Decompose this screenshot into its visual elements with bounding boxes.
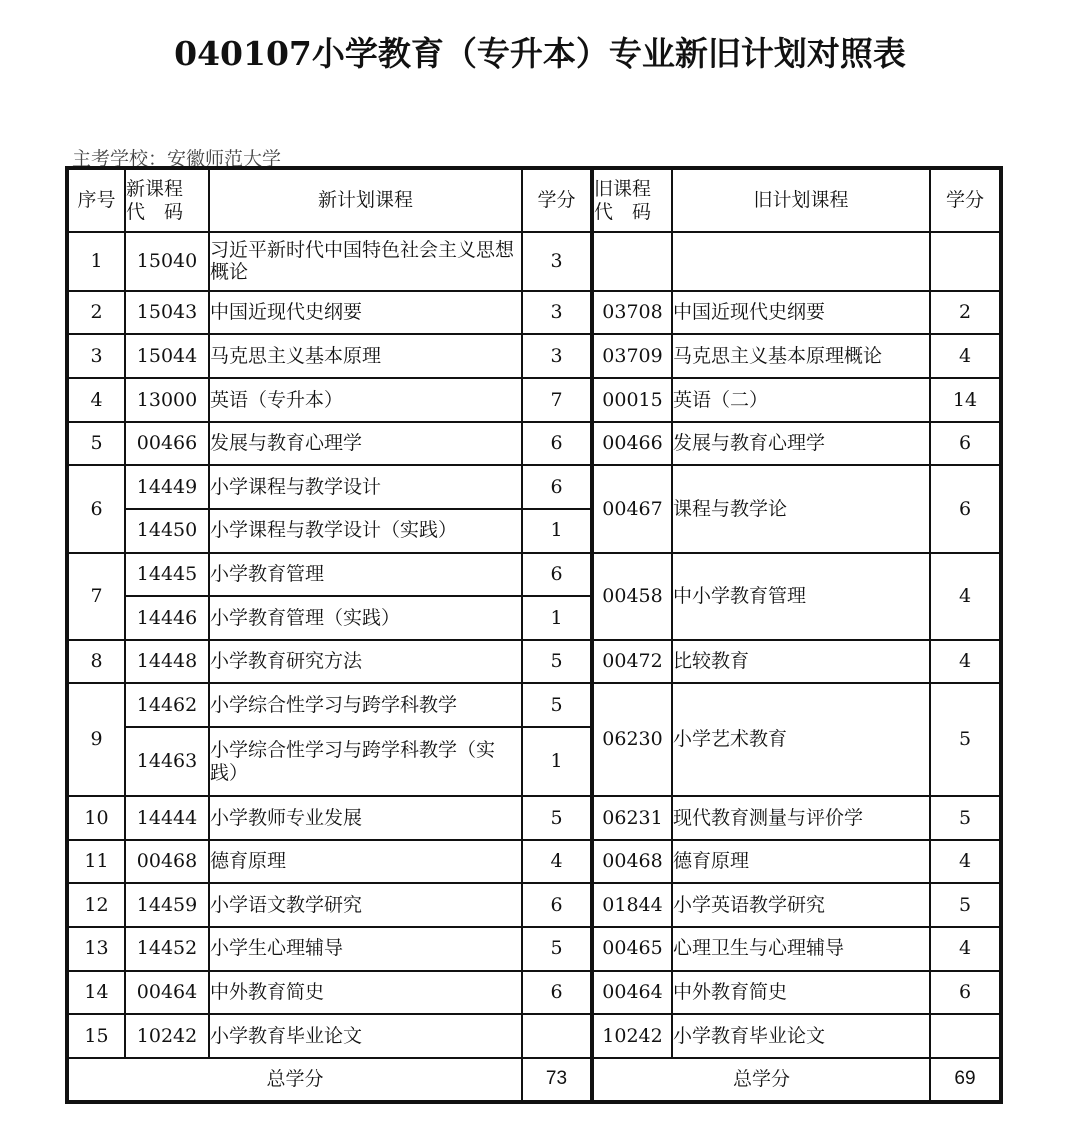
new-course-credit: 6 [522,553,592,597]
old-course-code: 06230 [592,683,672,796]
old-course-name: 中小学教育管理 [672,553,930,640]
old-course-credit: 2 [930,291,1001,335]
new-course-credit: 5 [522,640,592,684]
new-course-code: 14462 [125,683,209,727]
old-course-credit: 6 [930,422,1001,466]
new-course-credit: 4 [522,840,592,884]
new-course-name: 小学教育研究方法 [209,640,522,684]
new-course-name: 习近平新时代中国特色社会主义思想概论 [209,232,522,291]
old-course-credit: 4 [930,334,1001,378]
old-course-code: 01844 [592,883,672,927]
row-number: 6 [67,465,125,552]
old-course-name: 课程与教学论 [672,465,930,552]
old-course-code: 00458 [592,553,672,640]
new-course-credit: 3 [522,334,592,378]
old-course-code: 03708 [592,291,672,335]
old-course-name: 马克思主义基本原理概论 [672,334,930,378]
new-course-credit: 1 [522,596,592,640]
new-course-credit: 3 [522,232,592,291]
old-course-credit: 6 [930,465,1001,552]
row-number: 10 [67,796,125,840]
old-course-credit: 14 [930,378,1001,422]
new-course-code: 14452 [125,927,209,971]
row-number: 12 [67,883,125,927]
row-number: 4 [67,378,125,422]
new-course-name: 发展与教育心理学 [209,422,522,466]
table-row [67,232,1001,291]
new-course-name: 小学教师专业发展 [209,796,522,840]
new-course-code: 14449 [125,465,209,509]
old-course-code: 00015 [592,378,672,422]
new-course-credit [522,1014,592,1058]
old-course-credit [930,232,1001,291]
old-course-code: 10242 [592,1014,672,1058]
old-course-code: 03709 [592,334,672,378]
new-course-code: 13000 [125,378,209,422]
table-row [67,1014,1001,1058]
old-course-name: 现代教育测量与评价学 [672,796,930,840]
new-course-code: 15044 [125,334,209,378]
new-course-code: 14448 [125,640,209,684]
new-course-code: 14444 [125,796,209,840]
table-row [67,971,1001,1015]
row-number: 5 [67,422,125,466]
old-course-name: 德育原理 [672,840,930,884]
table-row [67,840,1001,884]
table-row [67,927,1001,971]
old-course-credit: 4 [930,553,1001,640]
new-course-name: 小学教育管理 [209,553,522,597]
new-course-name: 小学生心理辅导 [209,927,522,971]
new-course-name: 小学语文教学研究 [209,883,522,927]
header-no: 序号 [67,168,125,232]
new-course-name: 小学综合性学习与跨学科教学（实践） [209,727,522,796]
old-course-name: 比较教育 [672,640,930,684]
new-course-name: 马克思主义基本原理 [209,334,522,378]
new-course-credit: 6 [522,883,592,927]
row-number: 9 [67,683,125,796]
row-number: 1 [67,232,125,291]
new-course-code: 00464 [125,971,209,1015]
old-course-code: 06231 [592,796,672,840]
table-row [67,683,1001,727]
new-course-code: 14463 [125,727,209,796]
table-row [67,465,1001,509]
old-course-credit: 5 [930,683,1001,796]
row-number: 7 [67,553,125,640]
new-course-name: 小学综合性学习与跨学科教学 [209,683,522,727]
new-course-credit: 6 [522,971,592,1015]
row-number: 8 [67,640,125,684]
new-course-credit: 6 [522,465,592,509]
old-course-code: 00464 [592,971,672,1015]
old-course-name: 中国近现代史纲要 [672,291,930,335]
header-row [67,168,1001,232]
table-row [67,291,1001,335]
row-number: 2 [67,291,125,335]
new-course-name: 小学课程与教学设计 [209,465,522,509]
old-course-credit: 4 [930,640,1001,684]
row-number: 11 [67,840,125,884]
header-old-course: 旧计划课程 [672,168,930,232]
old-course-name: 发展与教育心理学 [672,422,930,466]
row-number: 15 [67,1014,125,1058]
old-course-name [672,232,930,291]
old-total-value: 69 [930,1058,1001,1102]
header-new-course: 新计划课程 [209,168,522,232]
row-number: 13 [67,927,125,971]
new-total-label: 总学分 [67,1058,522,1102]
old-course-name: 小学艺术教育 [672,683,930,796]
row-number: 14 [67,971,125,1015]
new-course-code: 00466 [125,422,209,466]
old-course-credit [930,1014,1001,1058]
total-row [67,1058,1001,1102]
new-course-code: 14459 [125,883,209,927]
old-course-code: 00468 [592,840,672,884]
exam-school: 主考学校：安徽师范大学 [72,148,282,170]
new-course-code: 00468 [125,840,209,884]
table-row [67,422,1001,466]
header-new-credit: 学分 [522,168,592,232]
old-course-name: 小学教育毕业论文 [672,1014,930,1058]
new-course-credit: 7 [522,378,592,422]
row-number: 3 [67,334,125,378]
table-row [67,378,1001,422]
table-row [67,796,1001,840]
table-row [67,334,1001,378]
new-course-code: 14446 [125,596,209,640]
table-row [67,640,1001,684]
header-new-code: 新课程 代 码 [125,168,209,232]
new-course-name: 小学课程与教学设计（实践） [209,509,522,553]
new-course-credit: 5 [522,927,592,971]
new-course-credit: 5 [522,683,592,727]
old-course-name: 心理卫生与心理辅导 [672,927,930,971]
new-total-value: 73 [522,1058,592,1102]
old-total-label: 总学分 [592,1058,930,1102]
old-course-credit: 5 [930,883,1001,927]
new-course-code: 15040 [125,232,209,291]
new-course-code: 14445 [125,553,209,597]
table-row [67,553,1001,597]
new-course-name: 德育原理 [209,840,522,884]
new-course-name: 中国近现代史纲要 [209,291,522,335]
new-course-name: 英语（专升本） [209,378,522,422]
header-old-code: 旧课程 代 码 [592,168,672,232]
new-course-credit: 6 [522,422,592,466]
new-course-code: 15043 [125,291,209,335]
new-course-name: 中外教育简史 [209,971,522,1015]
header-old-credit: 学分 [930,168,1001,232]
new-course-name: 小学教育管理（实践） [209,596,522,640]
old-course-code: 00466 [592,422,672,466]
old-course-code: 00472 [592,640,672,684]
new-course-credit: 1 [522,727,592,796]
old-course-credit: 4 [930,927,1001,971]
old-course-name: 小学英语教学研究 [672,883,930,927]
table-row [67,883,1001,927]
old-course-credit: 5 [930,796,1001,840]
old-course-name: 中外教育简史 [672,971,930,1015]
old-course-code: 00467 [592,465,672,552]
new-course-code: 10242 [125,1014,209,1058]
new-course-credit: 5 [522,796,592,840]
old-course-credit: 6 [930,971,1001,1015]
old-course-code [592,232,672,291]
new-course-code: 14450 [125,509,209,553]
new-course-credit: 1 [522,509,592,553]
old-course-credit: 4 [930,840,1001,884]
old-course-name: 英语（二） [672,378,930,422]
page-title: 040107小学教育（专升本）专业新旧计划对照表 [174,34,906,73]
comparison-table [65,166,1003,1104]
new-course-name: 小学教育毕业论文 [209,1014,522,1058]
old-course-code: 00465 [592,927,672,971]
new-course-credit: 3 [522,291,592,335]
